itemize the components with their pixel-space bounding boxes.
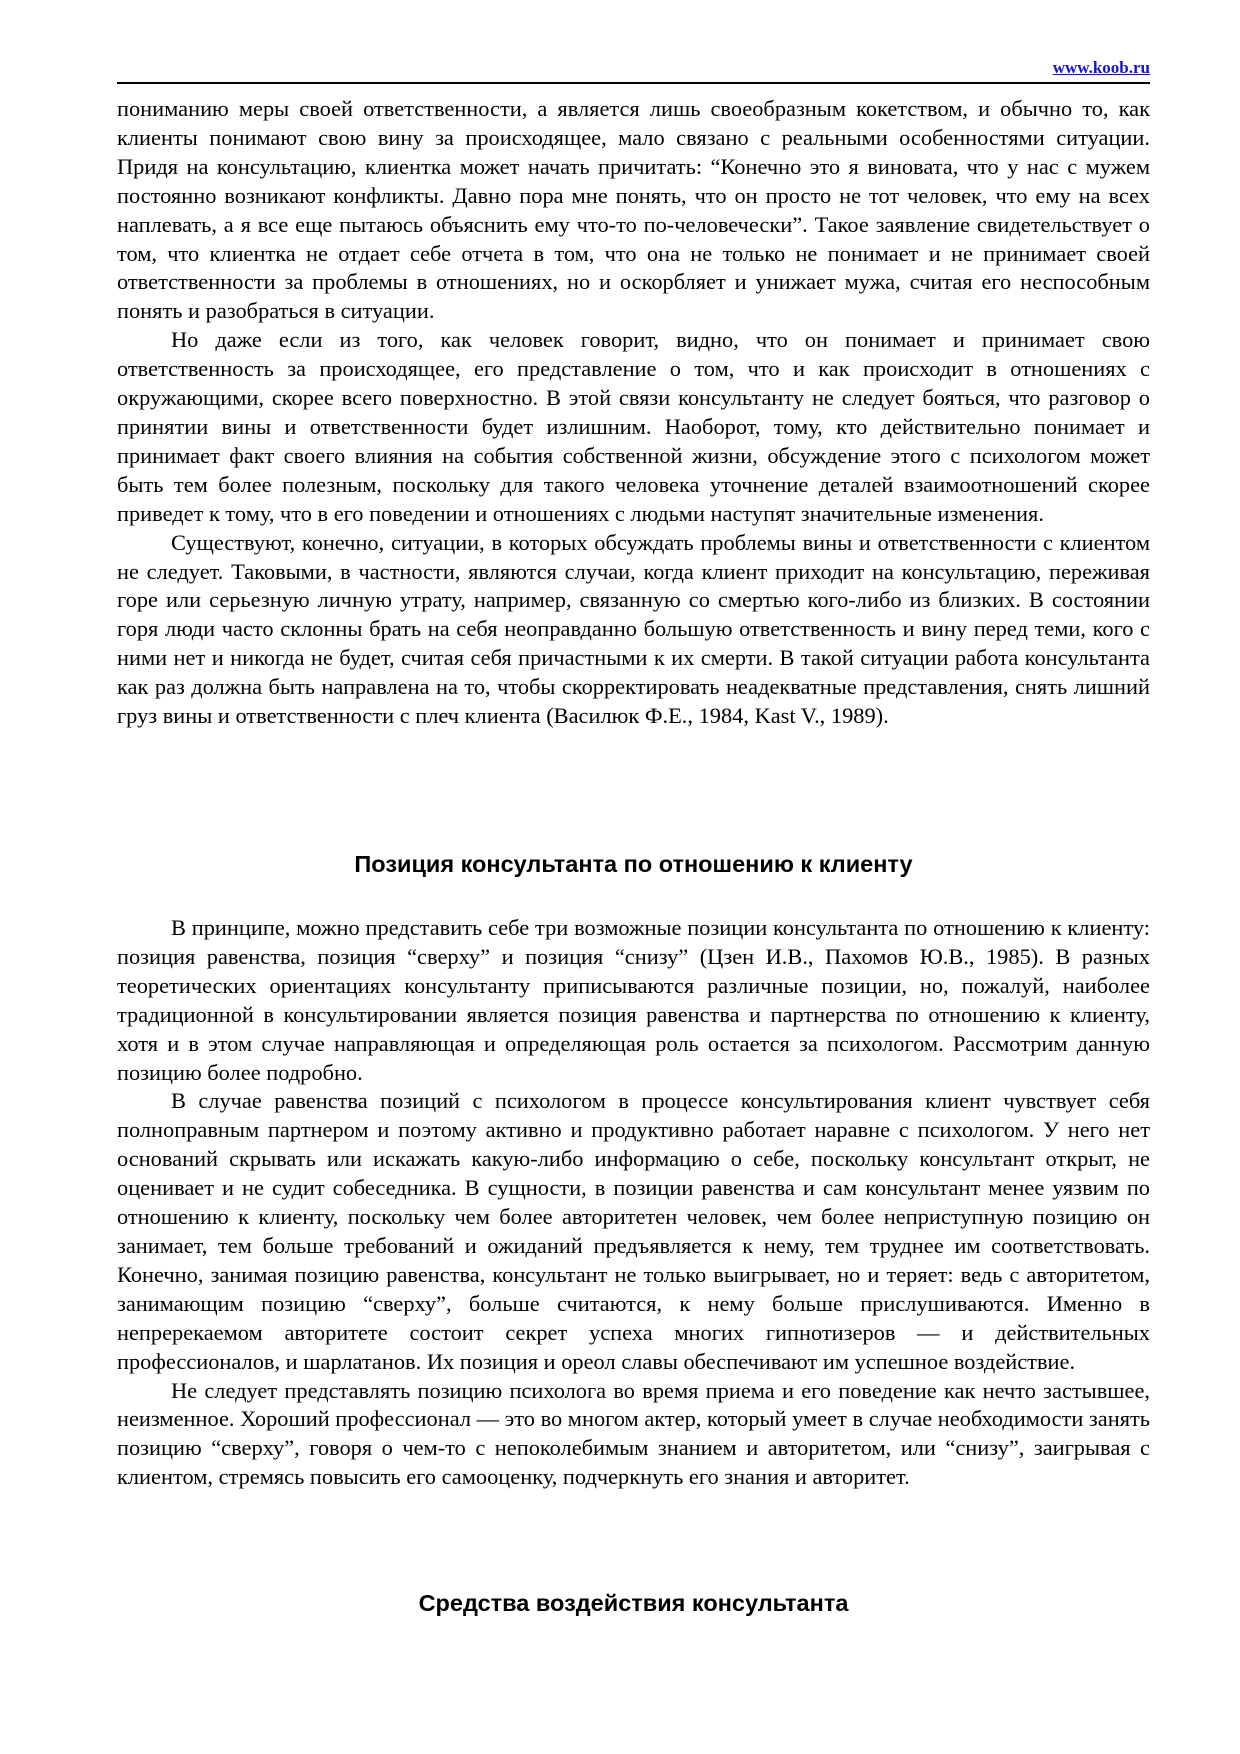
site-link[interactable]: www.koob.ru [1052,58,1150,77]
paragraph: пониманию меры своей ответственности, а является лишь своеобразным кокетством, и обычно то, как клиенты понимают свою вину за происходящее, мало связано с реальными особенностями ситуации. Придя на консультацию, клиентка может начать причитать: “Конечно это я виновата, что у нас с мужем постоянно возникают конфликты. Давно пора мне понять, что он просто не тот человек, что ему на всех наплевать, а я все еще пытаюсь объяснить ему что-то по-человечески”. Такое заявление свидетельствует о том, что клиентка не отдает себе отчета в том, что она не только не понимает и не принимает своей ответственности за проблемы в отношениях, но и оскорбляет и унижает мужа, считая его неспособным понять и разобраться в ситуации. [117,96,1150,324]
text-block-1 [117,95,1150,731]
page-header [117,58,1150,84]
text-block-2 [117,914,1150,1492]
paragraph: В принципе, можно представить себе три возможные позиции консультанта по отношению к клиенту: позиция равенства, позиция “сверху” и позиция “снизу” (Цзен И.В., Пахомов Ю.В., 1985). В разных теоретических ориентациях консультанту приписываются различные позиции, но, пожалуй, наиболее традиционной в консультировании является позиция равенства и партнерства по отношению к клиенту, хотя и в этом случае направляющая и определяющая роль остается за психологом. Рассмотрим данную позицию более подробно. [117,915,1150,1085]
paragraph: Существуют, конечно, ситуации, в которых обсуждать проблемы вины и ответственности с клиентом не следует. Таковыми, в частности, являются случаи, когда клиент приходит на консультацию, переживая горе или серьезную личную утрату, например, связанную со смертью кого-либо из близких. В состоянии горя люди часто склонны брать на себя неоправданно большую ответственность и вину перед теми, кого с ними нет и никогда не будет, считая себя причастными к их смерти. В такой ситуации работа консультанта как раз должна быть направлена на то, чтобы скорректировать неадекватные представления, снять лишний груз вины и ответственности с плеч клиента (Василюк Ф.Е., 1984, Kast V., 1989). [117,529,1150,729]
section-heading: Позиция консультанта по отношению к клиенту [354,851,913,877]
paragraph: В случае равенства позиций с психологом в процессе консультирования клиент чувствует себя полноправным партнером и поэтому активно и продуктивно работает наравне с психологом. У него нет оснований скрывать или искажать какую-либо информацию о себе, поскольку консультант открыт, не оценивает и не судит собеседника. В сущности, в позиции равенства и сам консультант менее уязвим по отношению к клиенту, поскольку чем более авторитетен человек, чем более неприступную позицию он занимает, тем больше требований и ожиданий предъявляется к нему, тем труднее им соответствовать. Конечно, занимая позицию равенства, консультант не только выигрывает, но и теряет: ведь с авторитетом, занимающим позицию “сверху”, больше считаются, к нему больше прислушиваются. Именно в непререкаемом авторитете состоит секрет успеха многих гипнотизеров — и действительных профессионалов, и шарлатанов. Их позиция и ореол славы обеспечивают им успешное воздействие. [117,1088,1150,1374]
paragraph: Не следует представлять позицию психолога во время приема и его поведение как нечто застывшее, неизменное. Хороший профессионал — это во многом актер, который умеет в случае необходимости занять позицию “сверху”, говоря о чем-то с непоколебимым знанием и авторитетом, или “снизу”, заигрывая с клиентом, стремясь повысить его самооценку, подчеркнуть его знания и авторитет. [117,1377,1150,1490]
section-heading: Средства воздействия консультанта [418,1590,849,1616]
paragraph: Но даже если из того, как человек говорит, видно, что он понимает и принимает свою ответственность за происходящее, его представление о том, что и как происходит в отношениях с окружающими, скорее всего поверхностно. В этой связи консультанту не следует бояться, что разговор о принятии вины и ответственности будет излишним. Наоборот, тому, кто действительно понимает и принимает факт своего влияния на события собственной жизни, обсуждение этого с психологом может быть тем более полезным, поскольку для такого человека уточнение деталей взаимоотношений скорее приведет к тому, что в его поведении и отношениях с людьми наступят значительные изменения. [117,327,1150,526]
